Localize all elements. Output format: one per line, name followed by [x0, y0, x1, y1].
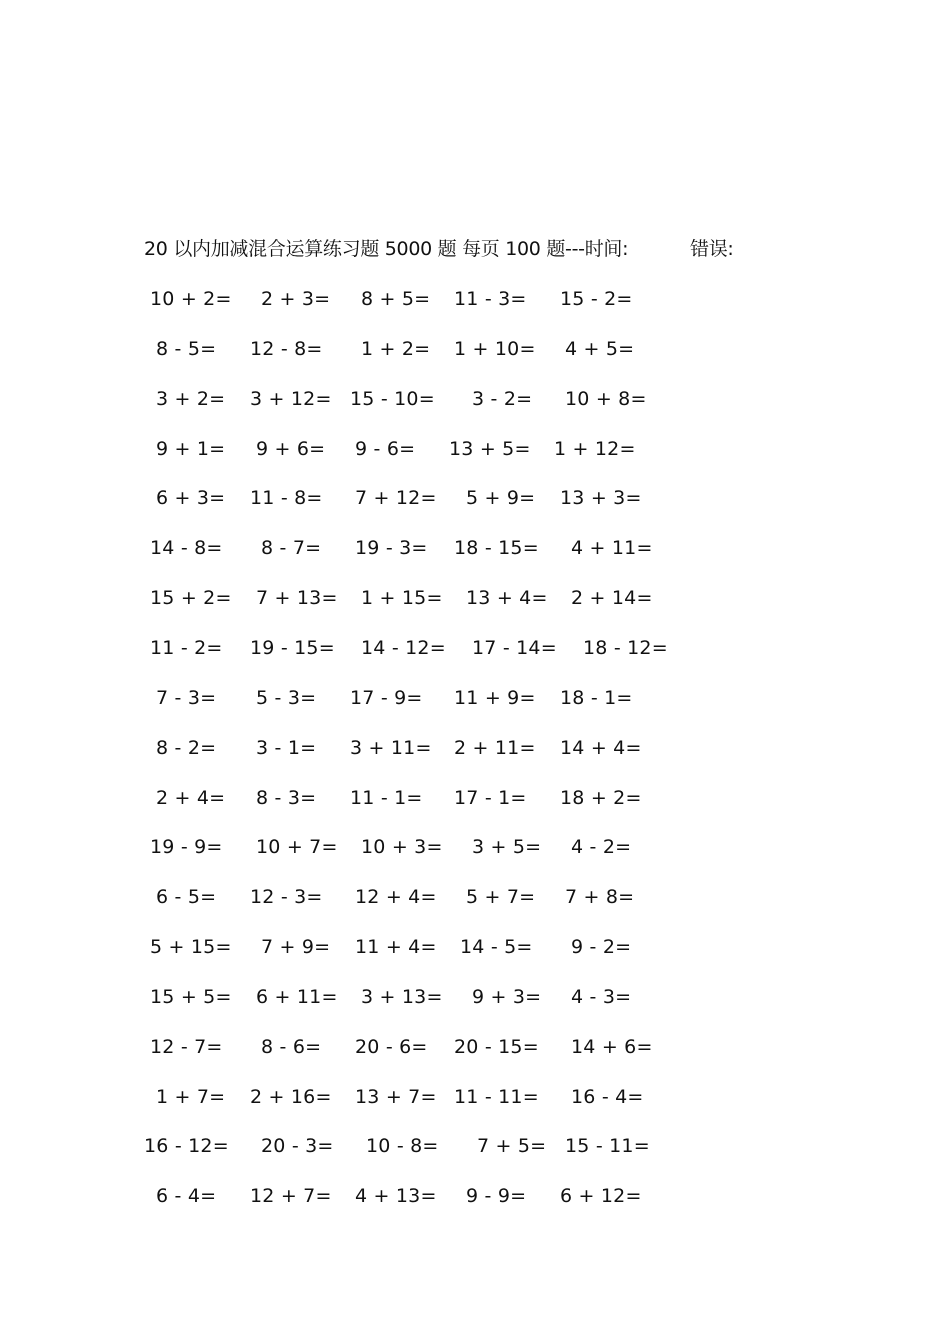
title-text: 20 以内加减混合运算练习题 5000 题 每页 100 题---时间: — [144, 238, 629, 260]
problem-cell: 2 + 11= — [454, 736, 536, 759]
problem-cell: 6 + 11= — [256, 985, 338, 1008]
problem-cell: 10 + 8= — [565, 387, 647, 410]
problem-cell: 11 - 11= — [454, 1085, 539, 1108]
problem-cell: 8 - 2= — [156, 736, 217, 759]
problem-cell: 1 + 12= — [554, 437, 636, 460]
problem-cell: 3 + 13= — [361, 985, 443, 1008]
problem-row — [0, 1084, 950, 1110]
problem-cell: 4 + 5= — [565, 337, 635, 360]
problem-row — [0, 884, 950, 910]
problem-cell: 7 + 8= — [565, 886, 635, 909]
problem-cell: 2 + 4= — [156, 786, 226, 809]
problem-cell: 19 - 15= — [250, 636, 335, 659]
problem-cell: 14 + 6= — [571, 1035, 653, 1058]
problem-row — [0, 1133, 950, 1159]
problem-cell: 1 + 2= — [361, 337, 431, 360]
problem-cell: 18 + 2= — [560, 786, 642, 809]
problem-row — [0, 485, 950, 511]
problem-cell: 9 - 9= — [466, 1185, 527, 1208]
problem-cell: 17 - 14= — [472, 636, 557, 659]
problem-cell: 12 - 7= — [150, 1035, 223, 1058]
problem-cell: 8 - 5= — [156, 337, 217, 360]
problem-cell: 2 + 3= — [261, 288, 331, 310]
problem-row — [0, 984, 950, 1010]
problem-row — [0, 1034, 950, 1060]
problem-cell: 14 - 12= — [361, 636, 446, 659]
problem-cell: 2 + 14= — [571, 587, 653, 610]
problem-cell: 10 + 2= — [150, 288, 232, 310]
problem-cell: 16 - 4= — [571, 1085, 644, 1108]
problem-cell: 6 - 5= — [156, 886, 217, 909]
problem-row — [0, 585, 950, 611]
problem-cell: 5 + 9= — [466, 487, 536, 510]
problem-cell: 3 + 12= — [250, 387, 332, 410]
problem-cell: 4 - 3= — [571, 985, 632, 1008]
problem-cell: 9 - 2= — [571, 936, 632, 959]
problem-cell: 3 - 1= — [256, 736, 317, 759]
problem-cell: 15 + 2= — [150, 587, 232, 610]
problem-cell: 12 - 8= — [250, 337, 323, 360]
problem-row — [0, 286, 950, 312]
problem-cell: 4 + 11= — [571, 537, 653, 560]
problem-cell: 6 + 3= — [156, 487, 226, 510]
problem-cell: 14 + 4= — [560, 736, 642, 759]
problem-cell: 17 - 9= — [350, 686, 423, 709]
problem-cell: 8 - 6= — [261, 1035, 322, 1058]
error-count-label: 错误: — [690, 238, 734, 260]
problem-row — [0, 735, 950, 761]
problem-row — [0, 386, 950, 412]
problem-row — [0, 635, 950, 661]
problem-row — [0, 336, 950, 362]
problem-cell: 14 - 5= — [460, 936, 533, 959]
problem-cell: 18 - 12= — [583, 636, 668, 659]
problem-cell: 15 + 5= — [150, 985, 232, 1008]
problem-cell: 2 + 16= — [250, 1085, 332, 1108]
problem-cell: 18 - 1= — [560, 686, 633, 709]
problem-cell: 1 + 15= — [361, 587, 443, 610]
problem-cell: 13 + 5= — [449, 437, 531, 460]
problem-cell: 9 - 6= — [355, 437, 416, 460]
problem-cell: 10 - 8= — [366, 1135, 439, 1158]
problem-cell: 19 - 3= — [355, 537, 428, 560]
problem-cell: 13 + 4= — [466, 587, 548, 610]
problem-cell: 20 - 6= — [355, 1035, 428, 1058]
problem-row — [0, 535, 950, 561]
problem-cell: 16 - 12= — [144, 1135, 229, 1158]
problem-cell: 14 - 8= — [150, 537, 223, 560]
problem-cell: 20 - 15= — [454, 1035, 539, 1058]
problem-cell: 11 - 1= — [350, 786, 423, 809]
problem-cell: 7 + 5= — [477, 1135, 547, 1158]
problem-cell: 3 + 11= — [350, 736, 432, 759]
problem-cell: 15 - 10= — [350, 387, 435, 410]
problem-cell: 12 + 7= — [250, 1185, 332, 1208]
problem-cell: 19 - 9= — [150, 836, 223, 859]
problem-cell: 10 + 3= — [361, 836, 443, 859]
problem-cell: 11 - 3= — [454, 288, 527, 310]
problem-cell: 1 + 7= — [156, 1085, 226, 1108]
problem-cell: 10 + 7= — [256, 836, 338, 859]
problem-cell: 15 - 2= — [560, 288, 633, 310]
problem-cell: 12 + 4= — [355, 886, 437, 909]
problem-cell: 3 - 2= — [472, 387, 533, 410]
problem-cell: 11 - 2= — [150, 636, 223, 659]
problem-cell: 11 + 4= — [355, 936, 437, 959]
problem-cell: 5 - 3= — [256, 686, 317, 709]
problem-cell: 9 + 1= — [156, 437, 226, 460]
problem-cell: 15 - 11= — [565, 1135, 650, 1158]
problem-cell: 9 + 3= — [472, 985, 542, 1008]
problem-row — [0, 934, 950, 960]
problem-row — [0, 436, 950, 462]
problem-cell: 11 + 9= — [454, 686, 536, 709]
problem-row — [0, 785, 950, 811]
problem-cell: 6 - 4= — [156, 1185, 217, 1208]
problem-cell: 11 - 8= — [250, 487, 323, 510]
problem-cell: 5 + 15= — [150, 936, 232, 959]
problem-cell: 6 + 12= — [560, 1185, 642, 1208]
problem-cell: 3 + 2= — [156, 387, 226, 410]
problem-cell: 3 + 5= — [472, 836, 542, 859]
problem-row — [0, 834, 950, 860]
problem-cell: 7 + 13= — [256, 587, 338, 610]
problem-cell: 4 - 2= — [571, 836, 632, 859]
problem-cell: 18 - 15= — [454, 537, 539, 560]
problem-cell: 7 + 12= — [355, 487, 437, 510]
problem-cell: 9 + 6= — [256, 437, 326, 460]
problem-cell: 13 + 7= — [355, 1085, 437, 1108]
problem-cell: 8 - 3= — [256, 786, 317, 809]
problem-cell: 1 + 10= — [454, 337, 536, 360]
problem-cell: 8 - 7= — [261, 537, 322, 560]
problem-cell: 8 + 5= — [361, 288, 431, 310]
problem-cell: 7 + 9= — [261, 936, 331, 959]
problem-cell: 17 - 1= — [454, 786, 527, 809]
problem-cell: 5 + 7= — [466, 886, 536, 909]
problem-row — [0, 1183, 950, 1209]
problem-cell: 7 - 3= — [156, 686, 217, 709]
problem-cell: 20 - 3= — [261, 1135, 334, 1158]
problem-cell: 13 + 3= — [560, 487, 642, 510]
problem-cell: 4 + 13= — [355, 1185, 437, 1208]
problem-row — [0, 685, 950, 711]
problem-cell: 12 - 3= — [250, 886, 323, 909]
